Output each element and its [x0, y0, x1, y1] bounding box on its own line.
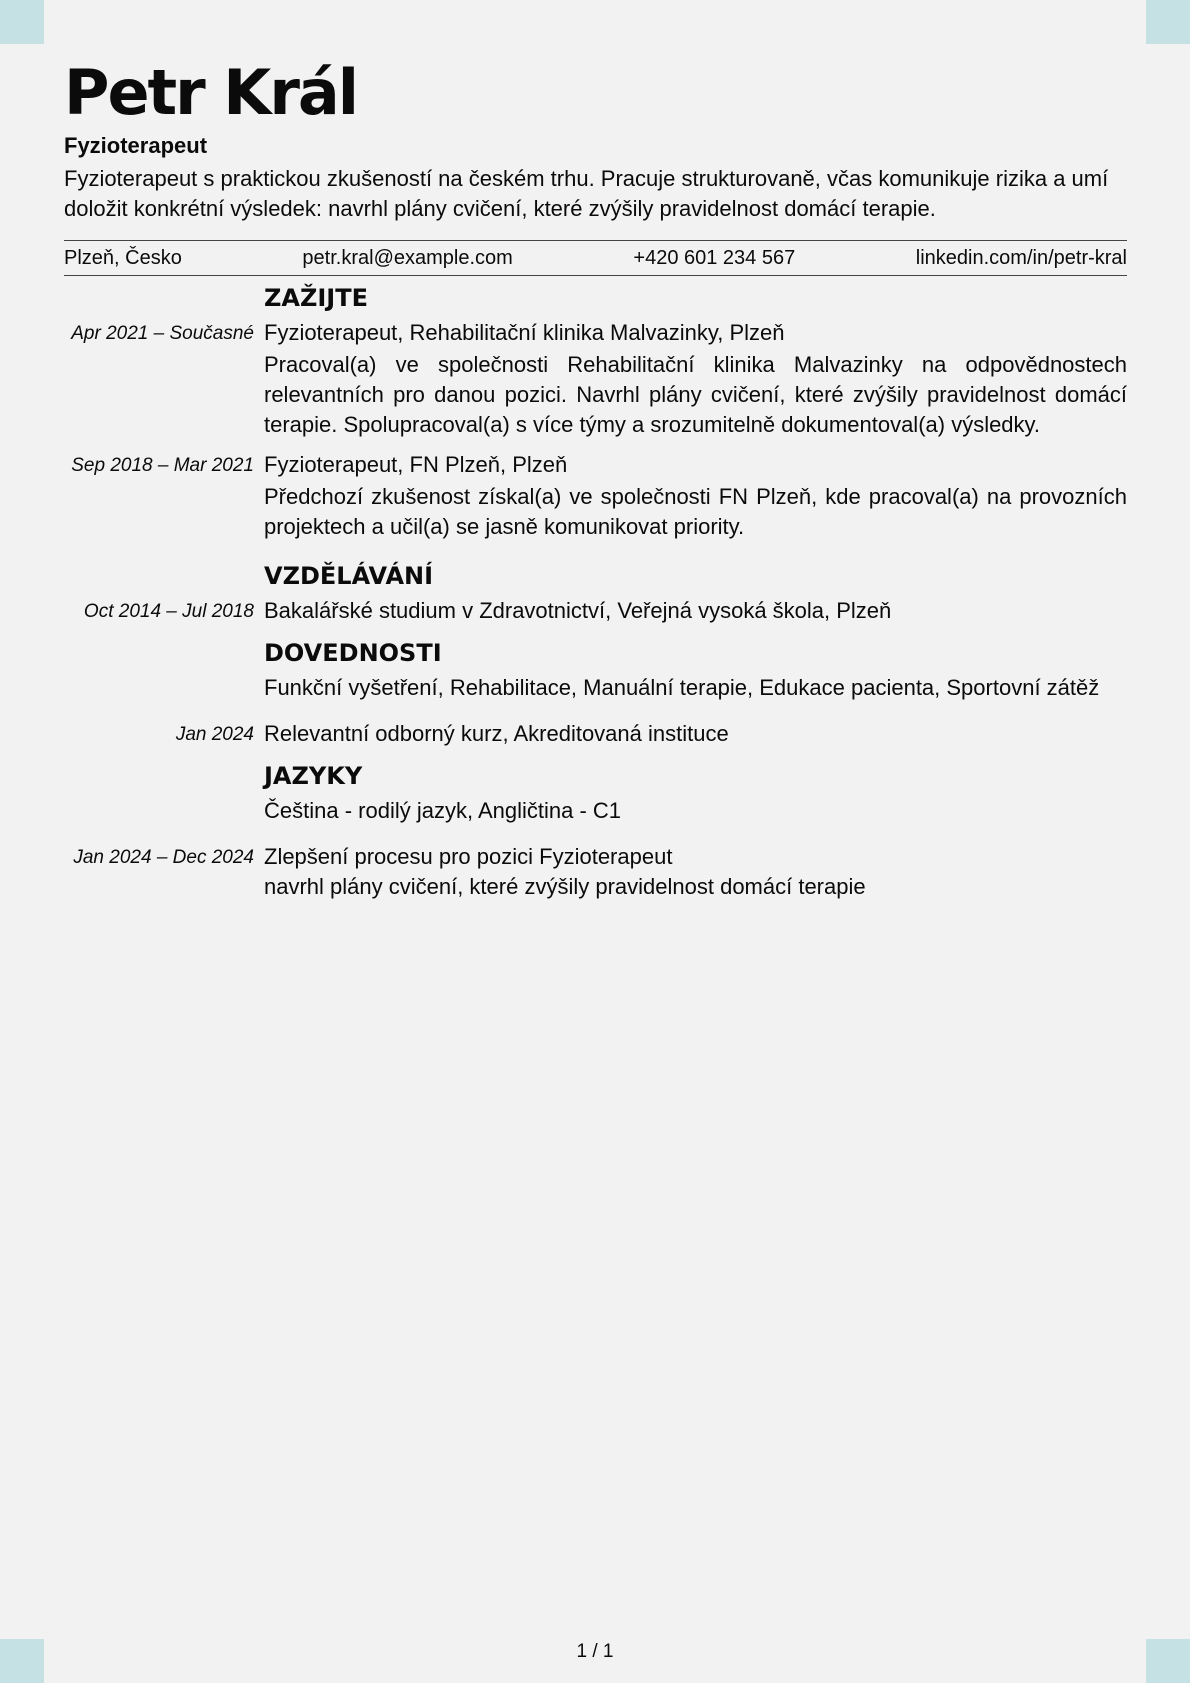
course-text: Relevantní odborný kurz, Akreditovaná instituce — [264, 721, 729, 746]
course-entry — [64, 719, 1127, 750]
project-entry — [64, 842, 1127, 902]
languages-section — [64, 760, 1127, 826]
experience-entry — [64, 450, 1127, 542]
entry-dates: Jan 2024 — [175, 724, 254, 745]
entry-role: Fyzioterapeut, FN Plzeň, Plzeň — [264, 452, 568, 477]
education-heading: VZDĚLÁVÁNÍ — [264, 562, 434, 590]
corner-decoration-top-right — [1146, 0, 1190, 44]
resume-page — [64, 56, 1127, 902]
education-text: Bakalářské studium v Zdravotnictví, Veřejná vysoká škola, Plzeň — [264, 598, 892, 623]
entry-dates: Oct 2014 – Jul 2018 — [83, 601, 254, 622]
skills-heading: DOVEDNOSTI — [264, 639, 442, 667]
profile-summary: Fyzioterapeut s praktickou zkušeností na českém trhu. Pracuje strukturovaně, včas komunikuje rizika a umí doložit konkrétní výsledek: navrhl plány cvičení, které zvýšily pravidelnost domácí terapie. — [64, 166, 1109, 221]
entry-dates: Sep 2018 – Mar 2021 — [71, 455, 254, 476]
project-description: navrhl plány cvičení, které zvýšily pravidelnost domácí terapie — [264, 874, 866, 899]
contact-phone[interactable]: +420 601 234 567 — [633, 247, 796, 269]
entry-description: Předchozí zkušenost získal(a) ve společnosti FN Plzeň, kde pracoval(a) na provozních projektech a učil(a) se jasně komunikovat priority. — [264, 484, 1127, 539]
education-section — [64, 560, 1127, 627]
project-title: Zlepšení procesu pro pozici Fyzioterapeut — [264, 844, 673, 869]
entry-dates: Jan 2024 – Dec 2024 — [73, 847, 254, 868]
experience-section — [64, 282, 1127, 542]
contact-bar — [64, 240, 1127, 276]
experience-heading: ZAŽIJTE — [264, 284, 369, 312]
contact-location: Plzeň, Česko — [64, 247, 182, 269]
corner-decoration-top-left — [0, 0, 44, 44]
skills-list: Funkční vyšetření, Rehabilitace, Manuální terapie, Edukace pacienta, Sportovní zátěž — [264, 675, 1100, 700]
entry-description: Pracoval(a) ve společnosti Rehabilitační klinika Malvazinky na odpovědnostech relevantních pro danou pozici. Navrhl plány cvičení, které zvýšily pravidelnost domácí terapie. Spolupracoval(a) s více týmy a srozumitelně dokumentoval(a) výsledky. — [264, 352, 1127, 437]
entry-dates: Apr 2021 – Současné — [71, 323, 254, 344]
candidate-name: Petr Král — [64, 56, 357, 129]
job-title: Fyzioterapeut — [64, 133, 208, 158]
experience-entry — [64, 318, 1127, 440]
skills-section — [64, 637, 1127, 750]
entry-role: Fyzioterapeut, Rehabilitační klinika Malvazinky, Plzeň — [264, 320, 785, 345]
page-number: 1 / 1 — [576, 1641, 614, 1662]
languages-list: Čeština - rodilý jazyk, Angličtina - C1 — [264, 798, 622, 823]
education-entry — [64, 596, 1127, 627]
contact-email[interactable]: petr.kral@example.com — [302, 247, 513, 269]
languages-heading: JAZYKY — [264, 762, 363, 790]
contact-linkedin[interactable]: linkedin.com/in/petr-kral — [915, 247, 1127, 269]
